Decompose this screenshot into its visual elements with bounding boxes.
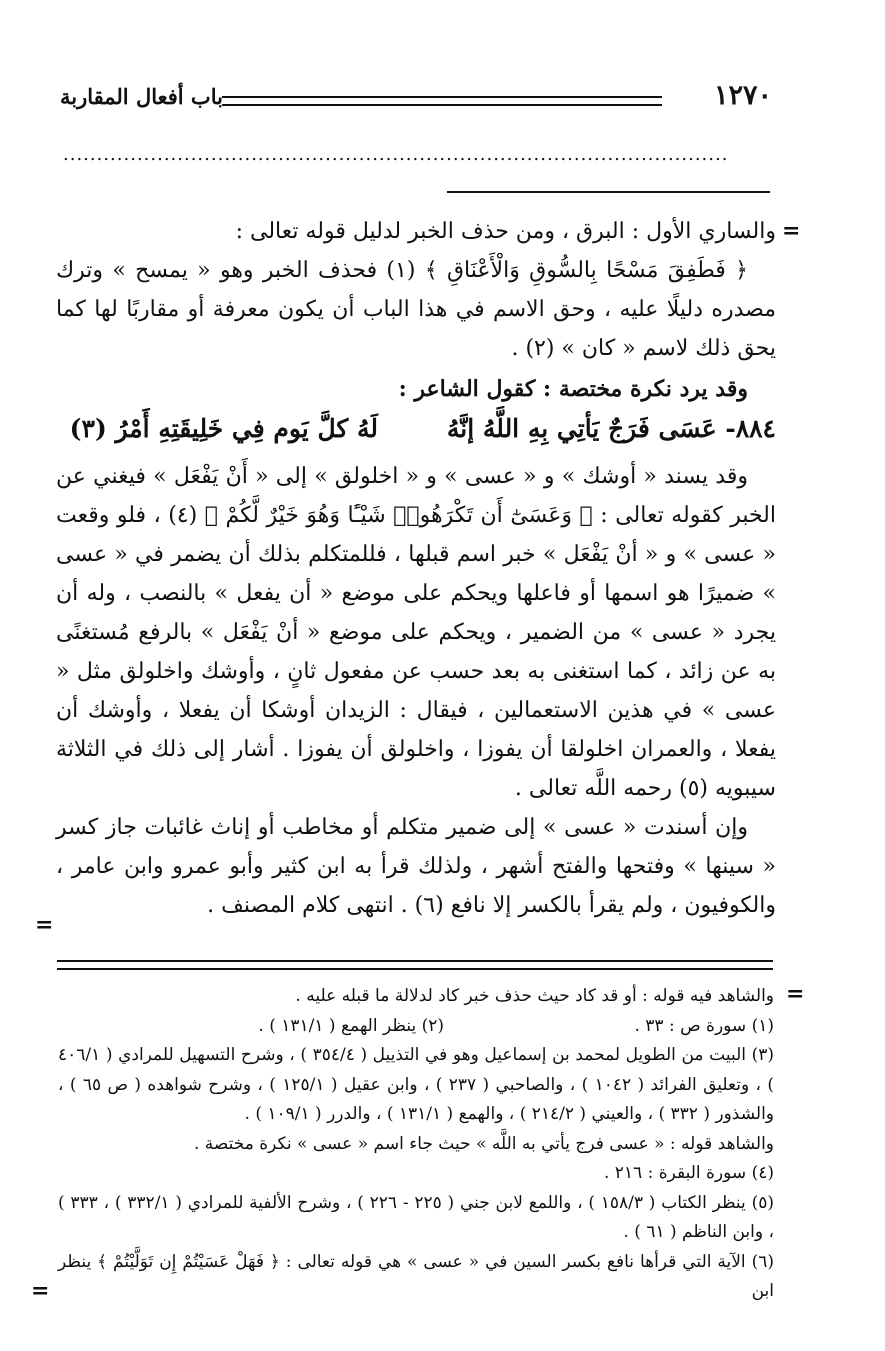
continuation-mark-notes: = [786,981,805,1007]
poetry-intro: وقد يرد نكرة مختصة : كقول الشاعر : [398,376,748,402]
verse-first-hemistich: ٨٨٤- عَسَى فَرَجٌ يَأتِي بِهِ اللَّهُ إنَّهُ [446,414,776,443]
paragraph-3: وقد يسند « أوشك » و « عسى » و « اخلولق » إلى « أَنْ يَفْعَل » فيغني عن الخبر كقوله تعالى : ﴿ وَعَسَىٰٓ أَن تَكْرَهُوا۟ شَيْـًٔا وَهُوَ خَيْرٌ لَّكُمْ ﴾ (٤) ، فلو وقعت « عسى » و « أنْ يَفْعَل » خبر اسم قبلها ، فللمتكلم بذلك أن يضمر في « عسى » ضميرًا هو اسمها أو فاعلها ويحكم على موضع « أن يفعل » بالنصب ، وله أن يجرد « عسى » من الضمير ، ويحكم على موضع « أنْ يَفْعَل » بالرفع مُستغنًى به عن زائد ، كما استغنى به بعد حسب عن مفعول ثانٍ ، وأوشك واخلولق مثل « عسى » في هذين الاستعمالين ، فيقال : الزيدان أوشكا أن يفعلا ، وأوشك أن يفعلا ، والعمران اخلولقا أن يفوزا ، واخلولق أن يفوزا . أشار إلى ذلك في الثلاثة سيبويه (٥) رحمه اللَّه تعالى . [56,464,776,801]
footnote-3: (٣) البيت من الطويل لمحمد بن إسماعيل وهو في التذييل ( ٣٥٤/٤ ) ، وشرح التسهيل للمرادي ( ٤٠٦/١ ) ، وتعليق الفرائد ( ١٠٤٢ ) ، والصاحبي ( ٢٣٧ ) ، وابن عقيل ( ١٢٥/١ ) ، وشرح شواهده ( ص ٦٥ ) ، والشذور ( ٣٣٢ ) ، والعيني ( ٢١٤/٢ ) ، والهمع ( ١٣١/١ ) ، والدرر ( ١٠٩/١ ) . [58,1045,775,1124]
paragraph-4: وإن أسندت « عسى » إلى ضمير متكلم أو مخاطب أو إناث غائبات جاز كسر « سينها » وفتحها والفتح أشهر ، ولذلك قرأ به ابن كثير وأبو عمرو وابن عامر ، والكوفيون ، ولم يقرأ بالكسر إلا نافع (٦) . انتهى كلام المصنف . [56,815,776,918]
footnote-carryover: والشاهد فيه قوله : أو قد كاد حيث حذف خبر كاد لدلالة ما قبله عليه . [295,986,774,1006]
footnote-6: (٦) الآية التي قرأها نافع بكسر السين في « عسى » هي قوله تعالى : ﴿ فَهَلْ عَسَيْتُمْ إِن تَوَلَّيْتُمْ ﴾ ينظر ابن [58,1251,774,1301]
footnotes [58,982,774,1307]
continuation-mark-bottom: = [31,1278,50,1304]
section-rule [447,191,770,193]
footnote-5: (٥) ينظر الكتاب ( ١٥٨/٣ ) ، واللمع لابن جني ( ٢٢٥ - ٢٢٦ ) ، وشرح الألفية للمرادي ( ٣٣٢/١ ) ، ٣٣٣ ) ، وابن الناظم ( ٦١ ) . [58,1192,774,1242]
footnote-3-witness: والشاهد قوله : « عسى فرج يأتي به اللَّه » حيث جاء اسم « عسى » نكرة مختصة . [193,1133,774,1154]
verse-884 [56,409,776,457]
continuation-mark-top: = [782,218,801,244]
chapter-title: باب أفعال المقاربة [60,84,223,109]
main-text [56,212,776,925]
dotted-separator: ................................................................................................... [63,148,729,162]
footnote-4: (٤) سورة البقرة : ٢١٦ . [603,1163,774,1183]
paragraph-2: ﴿ فَطَفِقَ مَسْحًا بِالسُّوقِ وَالْأَعْنَاقِ ﴾ (١) فحذف الخبر وهو « يمسح » وترك مصدره دليلًا عليه ، وحق الاسم في هذا الباب أن يكون معرفة أو مقاربًا لها كما يحق ذلك لاسم « كان » (٢) . [56,258,776,361]
header-rule [222,96,662,106]
footnote-rule [57,960,773,970]
page-number: ١٢٧٠ [713,80,772,111]
footnote-1: (١) سورة ص : ٣٣ . [634,1015,774,1036]
page-header [60,80,772,118]
paragraph-1: والساري الأول : البرق ، ومن حذف الخبر لدليل قوله تعالى : [235,219,776,244]
verse-second-hemistich: لَهُ كلَّ يَوم فِي خَلِيقَتِهِ أَمْرُ (٣) [69,414,378,443]
footnote-2: (٢) ينظر الهمع ( ١٣١/١ ) . [258,1015,444,1036]
continuation-mark-body: = [35,912,54,938]
footnote-row-1-2 [58,1012,774,1042]
